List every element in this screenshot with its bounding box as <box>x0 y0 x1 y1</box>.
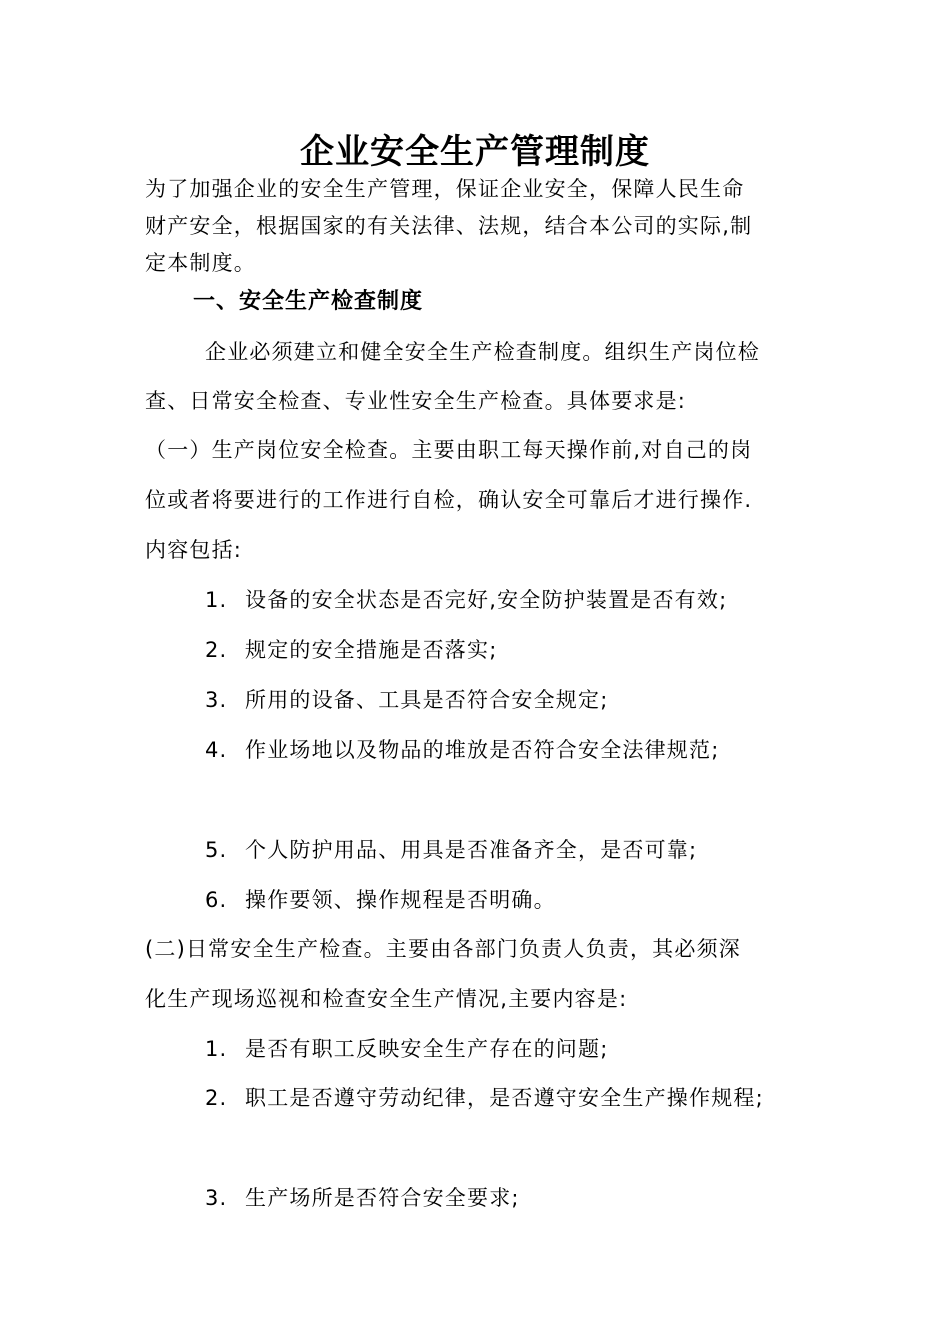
subsection2-line-1: (二)日常安全生产检查。主要由各部门负责人负责，其必须深 <box>145 937 741 961</box>
list-item-text: 设备的安全状态是否完好,安全防护装置是否有效; <box>245 588 728 612</box>
list-item <box>205 884 556 914</box>
list-item-number: 3. <box>205 688 228 712</box>
list-item-number: 4. <box>205 738 228 762</box>
list-item <box>205 1082 764 1112</box>
list-item-text: 是否有职工反映安全生产存在的问题; <box>245 1037 609 1061</box>
list-item-text: 生产场所是否符合安全要求; <box>245 1186 520 1210</box>
list-item-number: 2. <box>205 638 228 662</box>
list-item <box>205 834 697 864</box>
intro-line-2: 财产安全，根据国家的有关法律、法规，结合本公司的实际,制 <box>145 214 753 238</box>
subsection2-line-2: 化生产现场巡视和检查安全生产情况,主要内容是: <box>145 987 628 1011</box>
list-item-number: 2. <box>205 1086 228 1110</box>
list-item-text: 作业场地以及物品的堆放是否符合安全法律规范; <box>245 738 720 762</box>
list-item <box>205 684 608 714</box>
list-item-number: 1. <box>205 1037 228 1061</box>
list-item <box>205 734 719 764</box>
section-para-line-2: 查、日常安全检查、专业性安全生产检查。具体要求是: <box>145 389 687 413</box>
list-item-text: 个人防护用品、用具是否准备齐全，是否可靠; <box>245 838 698 862</box>
list-item-text: 操作要领、操作规程是否明确。 <box>245 888 556 912</box>
document-title: 企业安全生产管理制度 <box>300 132 650 172</box>
list-item-text: 所用的设备、工具是否符合安全规定; <box>245 688 609 712</box>
list-item <box>205 1182 520 1212</box>
list-item-text: 职工是否遵守劳动纪律，是否遵守安全生产操作规程; <box>245 1086 764 1110</box>
subsection1-line-2: 位或者将要进行的工作进行自检，确认安全可靠后才进行操作. <box>145 488 753 512</box>
list-item-text: 规定的安全措施是否落实; <box>245 638 498 662</box>
intro-line-3: 定本制度。 <box>145 251 256 275</box>
list-item <box>205 634 497 664</box>
list-item-number: 5. <box>205 838 228 862</box>
list-item-number: 1. <box>205 588 228 612</box>
section-para-line-1: 企业必须建立和健全安全生产检查制度。组织生产岗位检 <box>205 340 760 364</box>
list-item <box>205 584 727 614</box>
subsection1-line-1: （一）生产岗位安全检查。主要由职工每天操作前,对自己的岗 <box>145 438 753 462</box>
intro-line-1: 为了加强企业的安全生产管理，保证企业安全，保障人民生命 <box>145 177 745 201</box>
list-item <box>205 1033 608 1063</box>
subsection1-line-3: 内容包括: <box>145 538 243 562</box>
section-heading: 一、安全生产检查制度 <box>193 289 424 314</box>
list-item-number: 6. <box>205 888 228 912</box>
list-item-number: 3. <box>205 1186 228 1210</box>
